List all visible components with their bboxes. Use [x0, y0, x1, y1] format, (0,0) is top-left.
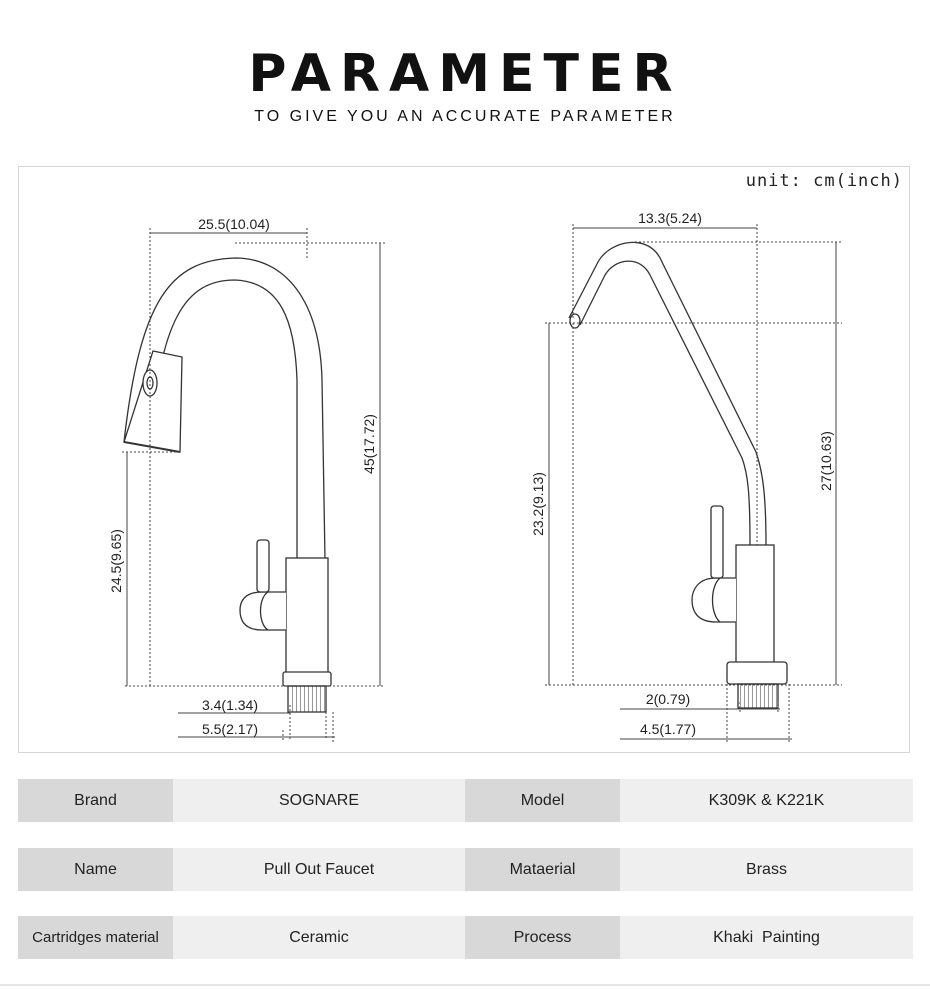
unit-label: unit: cm(inch)	[745, 171, 903, 191]
left-width-label: 25.5(10.04)	[198, 216, 270, 232]
spec-label: Cartridges material	[18, 916, 173, 959]
left-base-label: 5.5(2.17)	[201, 721, 259, 737]
left-thread-label: 3.4(1.34)	[201, 697, 259, 713]
spec-row-name	[18, 848, 913, 891]
page-subtitle: TO GIVE YOU AN ACCURATE PARAMETER	[254, 108, 676, 125]
left-height-label: 45(17.72)	[361, 414, 377, 474]
bottom-divider	[0, 984, 930, 986]
left-dimension-lines	[122, 228, 385, 742]
spec-value: K309K & K221K	[620, 779, 913, 822]
drinking-faucet-drawing	[569, 242, 787, 708]
spec-value: Brass	[620, 848, 913, 891]
right-spout-height-label: 23.2(9.13)	[530, 472, 546, 536]
spec-value: Ceramic	[173, 916, 465, 959]
right-dimension-lines	[545, 224, 842, 744]
right-thread-label: 2(0.79)	[645, 691, 691, 707]
spec-value: SOGNARE	[173, 779, 465, 822]
right-base-label: 4.5(1.77)	[639, 721, 697, 737]
spec-row-cartridges	[18, 916, 913, 959]
page-title: PARAMETER	[248, 44, 682, 104]
spec-row-brand	[18, 779, 913, 822]
spec-label: Name	[18, 848, 173, 891]
right-reach-label: 13.3(5.24)	[638, 210, 702, 226]
spec-value: Pull Out Faucet	[173, 848, 465, 891]
left-spout-height-label: 24.5(9.65)	[108, 529, 124, 593]
right-height-label: 27(10.63)	[818, 431, 834, 491]
spec-label: Mataerial	[465, 848, 620, 891]
spec-label: Model	[465, 779, 620, 822]
spec-label: Process	[465, 916, 620, 959]
spec-value: Khaki Painting	[620, 916, 913, 959]
spec-label: Brand	[18, 779, 173, 822]
pull-out-faucet-drawing	[124, 258, 331, 712]
